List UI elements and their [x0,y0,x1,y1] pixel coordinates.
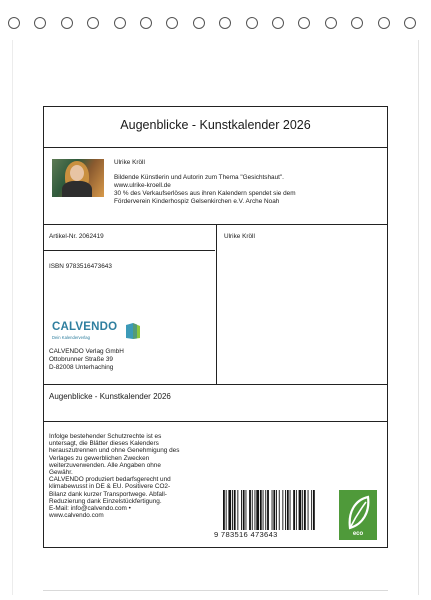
barcode-bar [260,490,262,530]
author-website: www.ulrike-kroell.de [114,182,171,189]
legal-line: Verlages zu gewerblichen Zwecken [49,454,150,462]
binding-ring [404,17,416,29]
legal-line: CALVENDO produziert bedarfsgerecht und [49,476,171,484]
barcode-bar [249,490,251,530]
calvendo-book-icon [124,322,142,340]
barcode-bar [255,490,256,530]
barcode-bar [263,490,264,530]
barcode-bar [256,490,259,530]
barcode-bar [234,490,236,530]
barcode-bar [282,490,283,530]
barcode-bar [299,490,302,530]
author-photo [52,159,104,197]
binding-ring [246,17,258,29]
barcode-bar [308,490,309,530]
calendar-title: Augenblicke - Kunstkalender 2026 [120,118,311,132]
calvendo-logo [52,320,144,344]
barcode-bar [293,490,295,530]
calvendo-logo-word: CALVENDO [52,321,118,333]
divider [44,250,215,251]
author-name: Ulrike Kröll [114,159,145,166]
binding-ring [219,17,231,29]
calvendo-logo-tagline: Dein Kalenderverlag [52,335,90,340]
column-divider [216,224,217,384]
calendar-title-repeat: Augenblicke - Kunstkalender 2026 [49,392,171,401]
barcode-bar [243,490,245,530]
barcode-bar [311,490,312,530]
copyright-name: Ulrike Kröll [224,233,255,240]
barcode-bar [232,490,233,530]
spiral-binding-rings [0,17,431,33]
binding-ring [351,17,363,29]
legal-line: untersagt, die Blätter dieses Kalenders [49,440,159,448]
binding-ring [378,17,390,29]
legal-line: E-Mail: info@calvendo.com • [49,505,131,512]
barcode-bar [285,490,286,530]
legal-line: Bilanz dank kurzer Transportwege. Abfall- [49,490,167,498]
barcode-bar [246,490,247,530]
isbn: ISBN 9783516473643 [49,263,112,270]
legal-line: www.calvendo.com [49,512,104,520]
page-edge-right [418,40,419,595]
publisher-name: CALVENDO Verlag GmbH [49,348,124,355]
binding-ring [193,17,205,29]
legal-line: Gewähr. [49,469,73,476]
eco-label: eco [352,531,364,537]
barcode-bar [272,490,273,530]
binding-ring [87,17,99,29]
divider [44,421,387,422]
barcode-bar [252,490,253,530]
binding-ring [272,17,284,29]
eco-badge [339,490,377,540]
binding-ring [61,17,73,29]
binding-ring [166,17,178,29]
author-bio: Bildende Künstlerin und Autorin zum Thema "Gesichtshaut". [114,174,284,181]
barcode-bar [304,490,306,530]
legal-line: Infolge bestehender Schutzrechte ist es [49,433,162,440]
binding-ring [298,17,310,29]
barcode-bar [223,490,225,530]
barcode-digits: 9 783516 473643 [214,530,278,539]
page-bottom-edge [43,590,388,591]
calendar-back-sheet [43,106,388,548]
barcode-bar [302,490,303,530]
isbn-barcode [214,490,316,540]
barcode-bar [226,490,227,530]
barcode-bar [241,490,242,530]
barcode-bar [313,490,315,530]
barcode-bar [228,490,231,530]
legal-line: klimabewusst in DE & EU. Positivere CO2- [49,483,171,491]
divider [44,147,387,148]
binding-ring [8,17,20,29]
page-edge-left [12,40,13,595]
author-donation-line-1: 30 % des Verkaufserlöses aus ihren Kalendern spendet sie dem [114,190,296,197]
binding-ring [114,17,126,29]
barcode-bar [237,490,238,530]
article-number: Artikel-Nr. 2062419 [49,233,104,240]
legal-line: herauszutrennen und ohne Genehmigung des [49,447,180,455]
legal-line: weiterzuverwenden. Alle Angaben ohne [49,461,161,469]
publisher-city: D-82008 Unterhaching [49,364,114,371]
barcode-bar [290,490,291,530]
publisher-street: Ottobrunner Straße 39 [49,356,113,363]
binding-ring [325,17,337,29]
barcode-bar [287,490,289,530]
author-donation-line-2: Förderverein Kinderhospiz Gelsenkirchen e.V. Arche Noah [114,198,280,205]
barcode-bar [279,490,280,530]
divider [44,384,387,385]
binding-ring [140,17,152,29]
barcode-bar [276,490,277,530]
barcode-bar [296,490,297,530]
binding-ring [34,17,46,29]
legal-line: Reduzierung dank Einzelstückfertigung. [49,497,162,505]
barcode-bar [267,490,269,530]
barcode-bar [273,490,275,530]
barcode-bar [265,490,266,530]
